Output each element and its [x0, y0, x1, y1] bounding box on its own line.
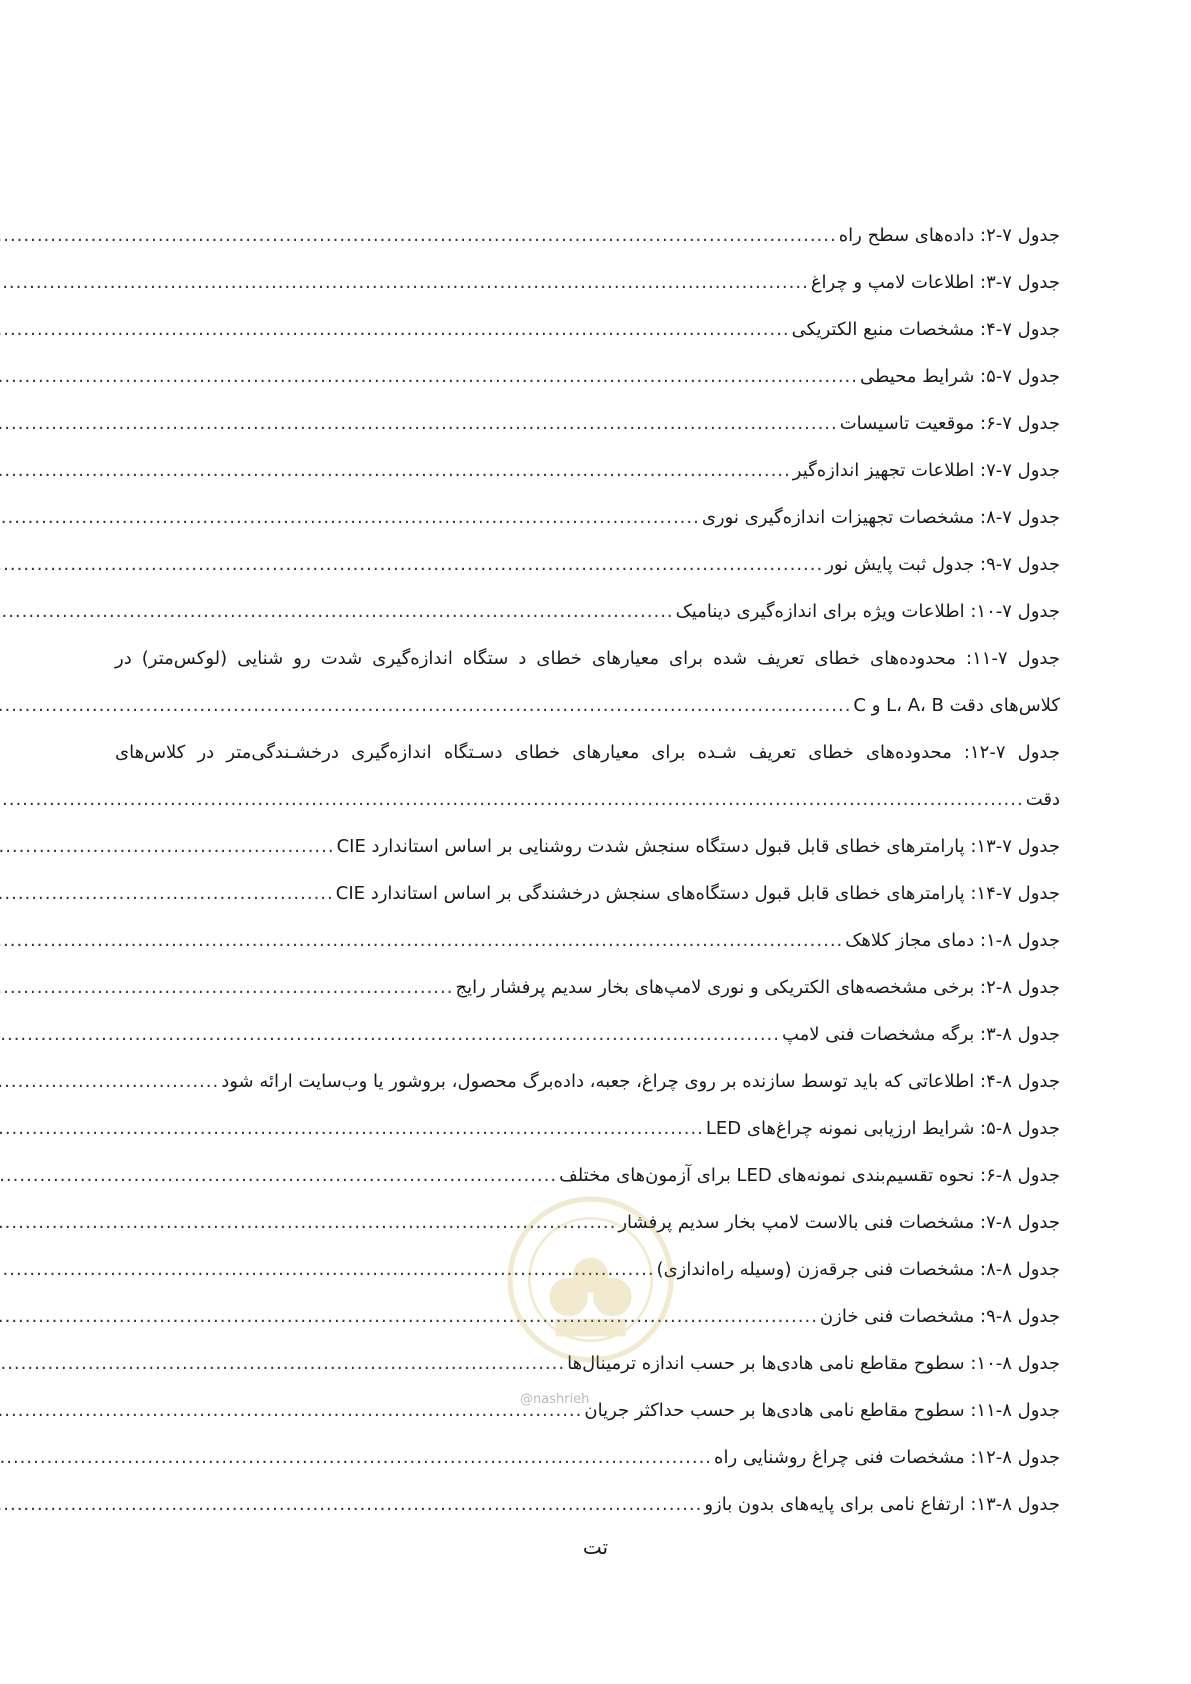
- toc-entry[interactable]: جدول ۷-۹: جدول ثبت پایش نور .....: [115, 541, 1060, 588]
- toc-entry[interactable]: جدول ۸-۱: دمای مجاز کلاهک .....: [115, 917, 1060, 964]
- toc-entry[interactable]: جدول ۸-۲: برخی مشخصه‌های الکتریکی و نوری لامپ‌های بخار سدیم پرفشار رایج .....: [115, 964, 1060, 1011]
- toc-entry[interactable]: کلاس‌های دقت L، A، B و C .....: [115, 682, 1060, 729]
- toc-entry[interactable]: جدول ۷-۱۰: اطلاعات ویژه برای اندازه‌گیری دینامیک .....: [115, 588, 1060, 635]
- toc-entry[interactable]: جدول ۷-۱۴: پارامترهای خطای قابل قبول دستگاه‌های سنجش درخشندگی بر اساس استاندارد CIE .....: [115, 870, 1060, 917]
- toc-entry[interactable]: جدول ۷-۸: مشخصات تجهیزات اندازه‌گیری نوری .....: [115, 494, 1060, 541]
- toc-entry[interactable]: جدول ۸-۹: مشخصات فنی خازن .....: [115, 1293, 1060, 1340]
- toc-entry[interactable]: جدول ۷-۵: شرایط محیطی .....: [115, 353, 1060, 400]
- toc-entry[interactable]: جدول ۸-۶: نحوه تقسیم‌بندی نمونه‌های LED برای آزمون‌های مختلف .....: [115, 1152, 1060, 1199]
- toc-entry[interactable]: جدول ۸-۵: شرایط ارزیابی نمونه چراغ‌های LED .....: [115, 1105, 1060, 1152]
- toc-entry[interactable]: جدول ۷-۴: مشخصات منبع الکتریکی .....: [115, 306, 1060, 353]
- footer-page-number: تت: [582, 1535, 609, 1559]
- toc-entry[interactable]: جدول ۸-۱۲: مشخصات فنی چراغ روشنایی راه .....: [115, 1434, 1060, 1481]
- toc-entry[interactable]: جدول ۸-۱۰: سطوح مقاطع نامی هادی‌ها بر حسب اندازه ترمینال‌ها .....: [115, 1340, 1060, 1387]
- toc-entry[interactable]: جدول ۸-۱۱: سطوح مقاطع نامی هادی‌ها بر حسب حداکثر جریان .....: [115, 1387, 1060, 1434]
- toc-entry[interactable]: جدول ۷-۳: اطلاعات لامپ و چراغ .....: [115, 259, 1060, 306]
- table-of-contents: [115, 212, 1060, 1528]
- toc-entry[interactable]: جدول ۸-۳: برگه مشخصات فنی لامپ .....: [115, 1011, 1060, 1058]
- toc-entry[interactable]: دقت .....: [115, 776, 1060, 823]
- toc-entry[interactable]: جدول ۸-۸: مشخصات فنی جرقه‌زن (وسیله راه‌اندازی) .....: [115, 1246, 1060, 1293]
- toc-entry[interactable]: جدول ۷-۱۳: پارامترهای خطای قابل قبول دستگاه سنجش شدت روشنایی بر اساس استاندارد CIE .....: [115, 823, 1060, 870]
- toc-entry[interactable]: جدول ۷-۲: داده‌های سطح راه .....: [115, 212, 1060, 259]
- toc-entry[interactable]: جدول ۸-۱۳: ارتفاع نامی برای پایه‌های بدون بازو .....: [115, 1481, 1060, 1528]
- toc-entry[interactable]: جدول ۸-۴: اطلاعاتی که باید توسط سازنده بر روی چراغ، جعبه، داده‌برگ محصول، بروشور یا وب‌سایت ارائه شود .....: [115, 1058, 1060, 1105]
- toc-entry-line[interactable]: جدول ۷-۱۱: محدوده‌های خطای تعریف شده برای معیارهای خطای د ستگاه اندازه‌گیری شدت رو شنایی (لوکس‌متر) در: [115, 648, 1060, 669]
- toc-entry[interactable]: جدول ۷-۶: موقعیت تاسیسات .....: [115, 400, 1060, 447]
- toc-entry[interactable]: جدول ۷-۷: اطلاعات تجهیز اندازه‌گیر .....: [115, 447, 1060, 494]
- toc-entry-line[interactable]: جدول ۷-۱۲: محدوده‌های خطای تعریف شـده برای معیارهای خطای دسـتگاه اندازه‌گیری درخشـندگی‌متر در کلاس‌های: [115, 742, 1060, 763]
- toc-entry[interactable]: جدول ۸-۷: مشخصات فنی بالاست لامپ بخار سدیم پرفشار .....: [115, 1199, 1060, 1246]
- watermark-text: @nashrieh: [520, 1392, 590, 1407]
